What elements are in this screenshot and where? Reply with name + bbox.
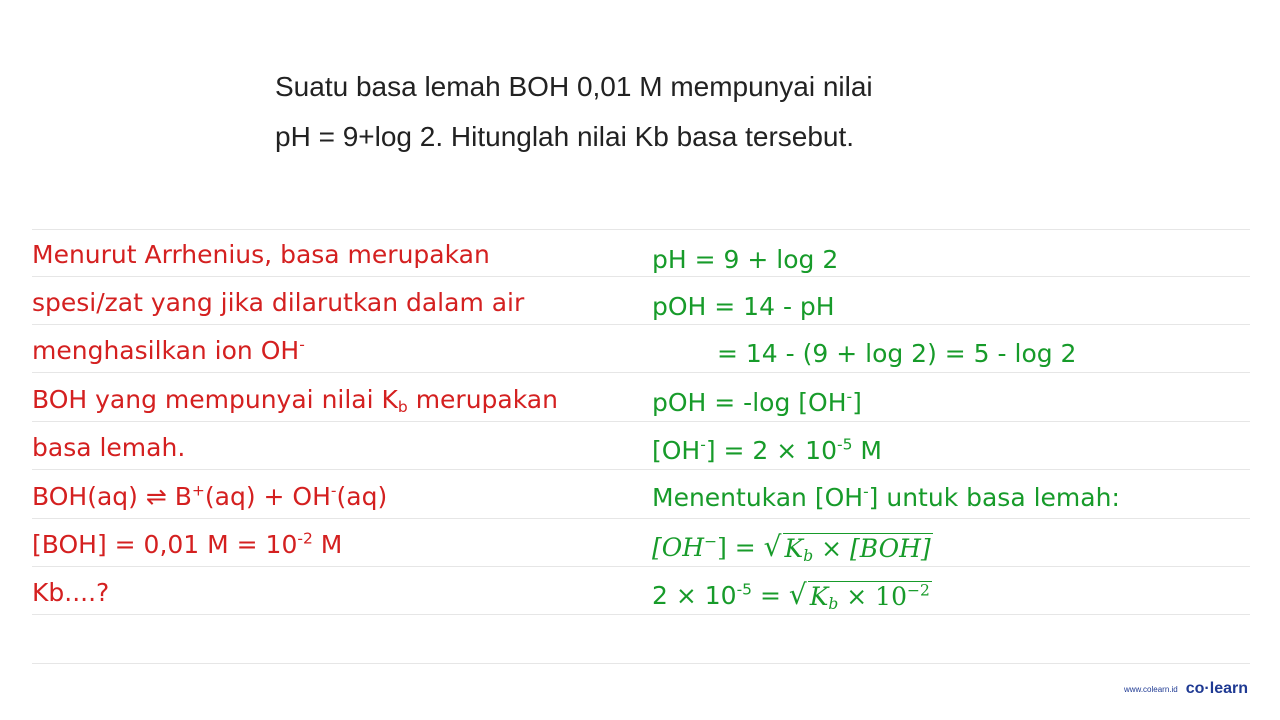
equation-part: (aq) (336, 482, 388, 511)
radical-sign-icon: √ (788, 578, 807, 611)
left-row-5: basa lemah. (32, 433, 186, 462)
equation-part: [OH (652, 436, 701, 465)
right-row-3: = 14 - (9 + log 2) = 5 - log 2 (717, 339, 1077, 368)
left-row-4-text: BOH yang mempunyai nilai K (32, 385, 398, 414)
formula-part: × 10 (838, 582, 907, 611)
question-text (275, 62, 1175, 162)
right-row-8-formula (652, 578, 932, 613)
subscript: b (828, 594, 839, 613)
row-divider (32, 324, 1250, 325)
square-root (764, 530, 933, 564)
left-row-2: spesi/zat yang jika dilarutkan dalam air (32, 288, 525, 317)
formula-part: K (784, 534, 804, 563)
right-row-6 (652, 481, 1120, 515)
right-row-2: pOH = 14 - pH (652, 292, 835, 321)
left-row-6 (32, 480, 387, 514)
left-row-3-text: menghasilkan ion OH (32, 336, 300, 365)
colearn-logo: co·learn (1185, 680, 1248, 697)
equation-part: ] (852, 388, 862, 417)
equation-part: ] untuk basa lemah: (868, 483, 1120, 512)
radicand (783, 533, 933, 564)
row-divider (32, 421, 1250, 422)
superscript: - (863, 482, 869, 501)
equation-part: M (852, 436, 882, 465)
row-divider (32, 469, 1250, 470)
formula-part: 2 × 10 (652, 581, 737, 610)
formula-part: K (809, 582, 829, 611)
superscript: - (299, 335, 305, 354)
subscript: b (397, 397, 408, 416)
left-row-7 (32, 528, 342, 562)
row-divider (32, 229, 1250, 230)
row-divider (32, 566, 1250, 567)
equation-part: (aq) + OH (204, 482, 331, 511)
equation-part: [BOH] = 0,01 M = 10 (32, 530, 298, 559)
formula-part: = (752, 581, 789, 610)
row-divider (32, 276, 1250, 277)
left-row-3 (32, 334, 305, 368)
equation-part: pOH = -log [OH (652, 388, 847, 417)
row-divider (32, 614, 1250, 615)
row-divider (32, 518, 1250, 519)
right-row-4 (652, 386, 862, 420)
square-root (789, 578, 932, 612)
right-row-5 (652, 434, 882, 468)
equation-part: M (312, 530, 343, 559)
formula-part: [OH (652, 533, 705, 562)
superscript: + (191, 481, 205, 500)
equation-part: ] = 2 × 10 (705, 436, 837, 465)
radical-sign-icon: √ (763, 530, 782, 563)
question-line-2: pH = 9+log 2. Hitunglah nilai Kb basa tersebut. (275, 121, 855, 152)
subscript: b (803, 546, 814, 565)
formula-part: ] = (717, 533, 764, 562)
formula-part: × [BOH] (813, 534, 931, 563)
row-divider (32, 663, 1250, 664)
left-row-4-text-end: merupakan (407, 385, 558, 414)
superscript: -5 (836, 435, 853, 454)
superscript: − (704, 532, 718, 551)
equation-part: BOH(aq) ⇌ B (32, 482, 192, 511)
row-divider (32, 372, 1250, 373)
left-row-1: Menurut Arrhenius, basa merupakan (32, 240, 490, 269)
equation-part: Menentukan [OH (652, 483, 864, 512)
footer-url: www.colearn.id (1123, 684, 1178, 694)
radicand (808, 581, 932, 612)
superscript: −2 (907, 581, 930, 600)
superscript: - (846, 387, 853, 406)
left-row-4 (32, 383, 558, 417)
superscript: -2 (297, 529, 313, 548)
left-row-8: Kb....? (32, 578, 110, 607)
superscript: - (330, 481, 337, 500)
right-row-7-formula (652, 530, 933, 565)
question-line-1: Suatu basa lemah BOH 0,01 M mempunyai nilai (275, 71, 873, 102)
right-row-1: pH = 9 + log 2 (652, 245, 839, 274)
superscript: -5 (736, 580, 753, 599)
footer-branding (1124, 680, 1248, 698)
superscript: - (700, 435, 706, 454)
